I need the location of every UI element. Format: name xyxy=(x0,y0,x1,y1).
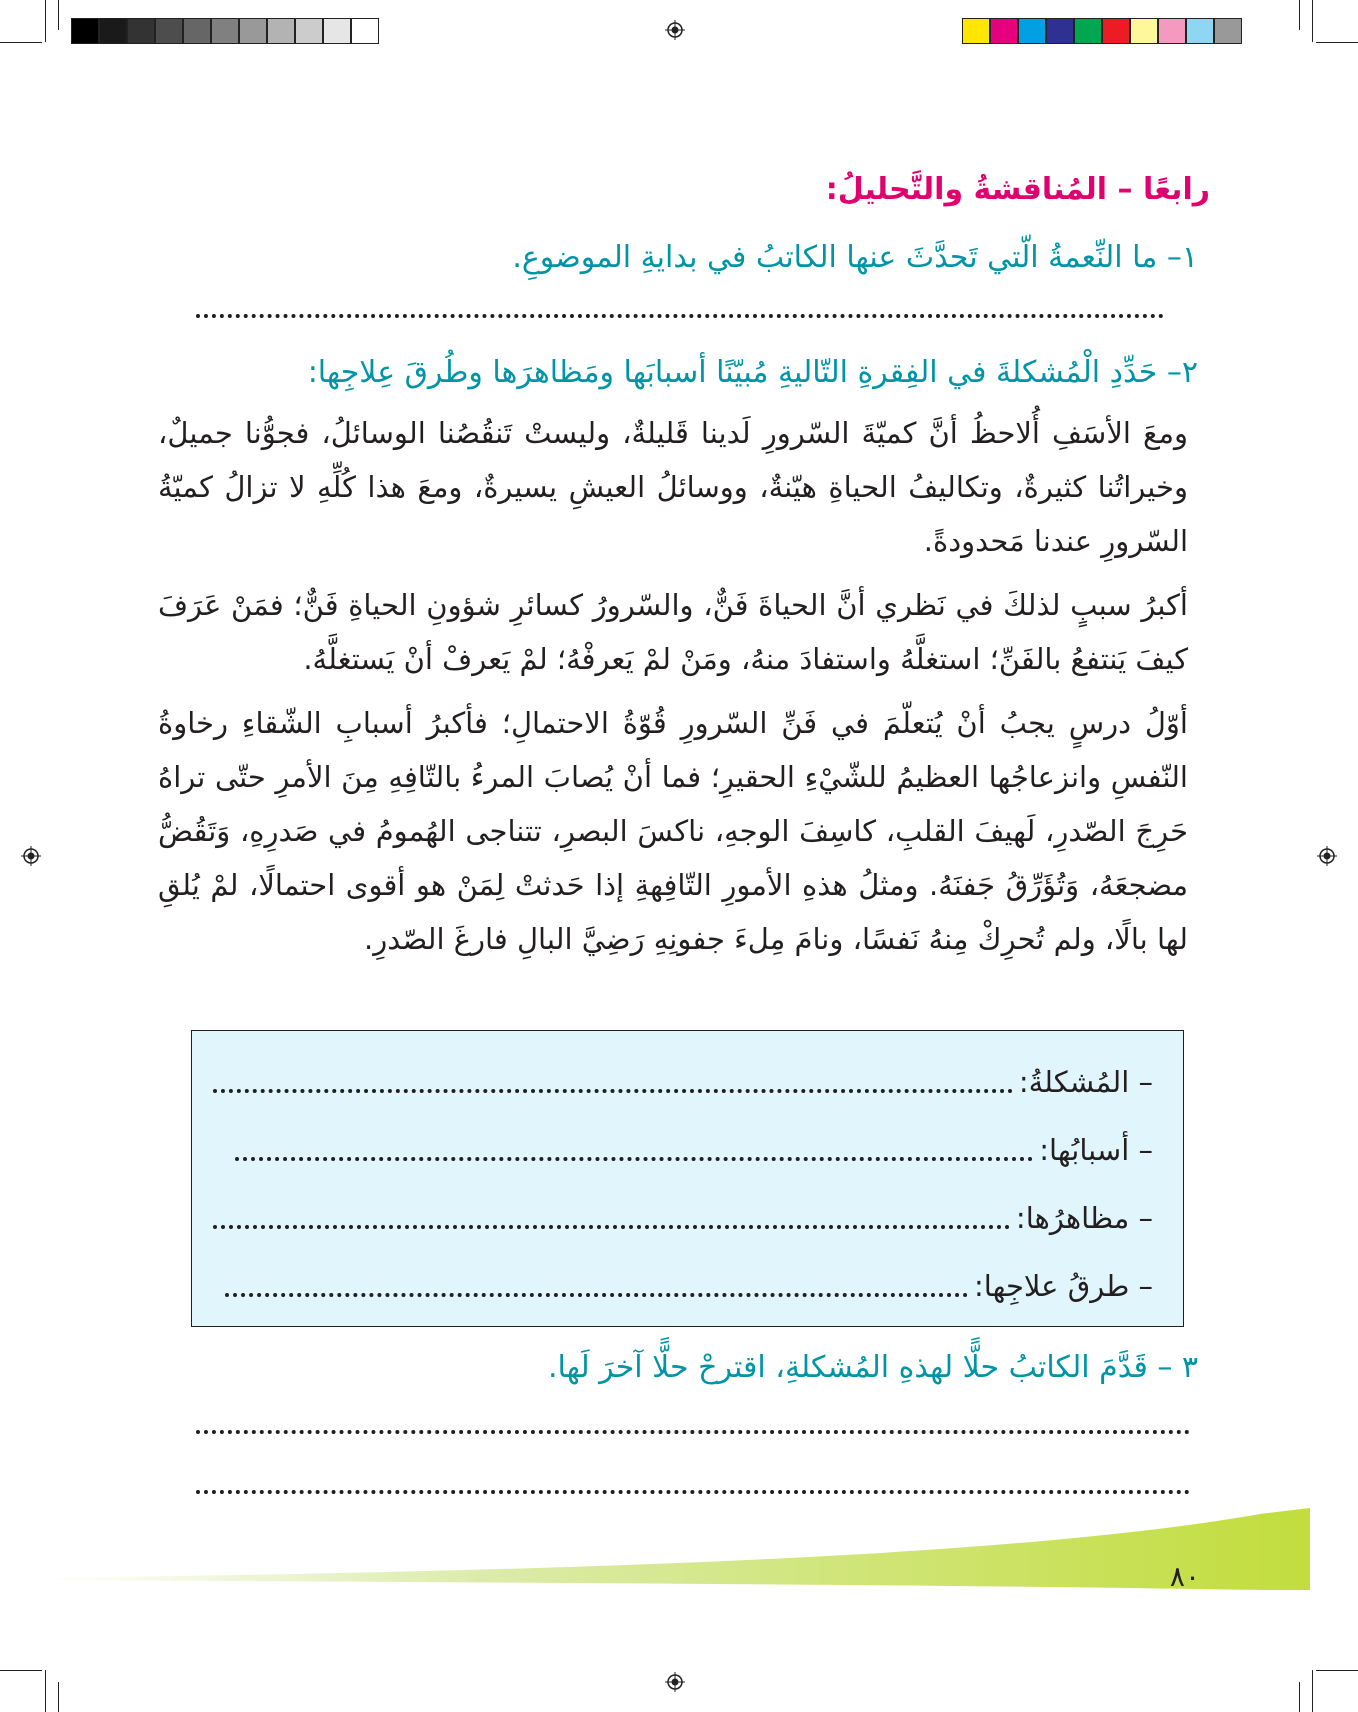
gray-swatch xyxy=(239,18,267,44)
gray-swatch xyxy=(351,18,379,44)
color-swatch xyxy=(1102,18,1130,44)
question-1: ١– ما النِّعمةُ الّتي تَحدَّثَ عنها الكاتبُ في بدايةِ الموضوعِ. xyxy=(512,240,1198,275)
registration-mark-icon xyxy=(21,846,41,866)
causes-row xyxy=(213,1127,1153,1167)
color-swatch xyxy=(1046,18,1074,44)
crop-mark xyxy=(58,0,59,30)
answer-line[interactable] xyxy=(235,1157,1033,1161)
gray-swatch xyxy=(295,18,323,44)
answer-line xyxy=(196,314,1164,318)
page-number: ٨٠ xyxy=(1169,1560,1200,1593)
answer-line[interactable] xyxy=(213,1225,1010,1229)
registration-mark-icon xyxy=(1317,846,1337,866)
color-swatch xyxy=(962,18,990,44)
gray-swatch xyxy=(323,18,351,44)
color-swatch xyxy=(1130,18,1158,44)
crop-mark xyxy=(1299,1682,1300,1712)
question-2: ٢– حَدِّدِ الْمُشكلةَ في الفِقرةِ التّاليةِ مُبيّنًا أسبابَها ومَظاهرَها وطُرقَ عِلاجِها: xyxy=(307,355,1198,390)
question-3: ٣ – قَدَّمَ الكاتبُ حلًّا لهذهِ المُشكلةِ، اقترحْ حلًّا آخرَ لَها. xyxy=(547,1350,1198,1385)
manifestations-label: – مظاهرُها: xyxy=(1015,1201,1153,1235)
answer-line[interactable] xyxy=(225,1293,968,1297)
section-heading: رابعًا – المُناقشةُ والتَّحليلُ: xyxy=(825,172,1210,207)
color-swatch xyxy=(1074,18,1102,44)
answer-line[interactable] xyxy=(196,1430,1190,1434)
color-swatch xyxy=(1158,18,1186,44)
answer-line[interactable] xyxy=(196,1490,1190,1494)
registration-mark-icon xyxy=(665,1672,685,1692)
answer-box xyxy=(191,1030,1184,1327)
crop-mark xyxy=(0,42,42,43)
answer-line[interactable] xyxy=(213,1089,1013,1093)
gray-swatch xyxy=(267,18,295,44)
problem-row xyxy=(213,1059,1153,1099)
gray-swatch xyxy=(127,18,155,44)
crop-mark xyxy=(1316,42,1358,43)
treatment-label: – طرقُ علاجِها: xyxy=(973,1269,1153,1303)
paragraph-1: ومعَ الأسَفِ أُلاحظُ أنَّ كميّةَ السّرورِ لَدينا قَليلةٌ، وليستْ تَنقُصُنا الوسائلُ، فجوُّنا جميلٌ، وخيراتُنا كثيرةٌ، وتكاليفُ الحياةِ هيّنةٌ، ووسائلُ العيشِ يسيرةٌ، ومعَ هذا كُلِّهِ لا تزالُ كميّةُ السّرورِ عندنا مَحدودةً. xyxy=(158,416,1188,558)
crop-mark xyxy=(1299,0,1300,30)
registration-mark-icon xyxy=(665,20,685,40)
gray-swatch xyxy=(155,18,183,44)
color-swatch xyxy=(1186,18,1214,44)
crop-mark xyxy=(58,1682,59,1712)
color-swatch xyxy=(1018,18,1046,44)
crop-mark xyxy=(1312,1670,1313,1712)
crop-mark xyxy=(45,1670,46,1712)
gray-swatch xyxy=(211,18,239,44)
gray-swatch xyxy=(183,18,211,44)
crop-mark xyxy=(1312,0,1313,42)
footer-band xyxy=(0,1500,1358,1610)
gray-swatch xyxy=(99,18,127,44)
manifestations-row xyxy=(213,1195,1153,1235)
paragraph-3: أوّلُ درسٍ يجبُ أنْ يُتعلّمَ في فَنِّ السّرورِ قُوّةُ الاحتمالِ؛ فأكبرُ أسبابِ الشّقاءِ رخاوةُ النّفسِ وانزعاجُها العظيمُ للشّيْءِ الحقيرِ؛ فما أنْ يُصابَ المرءُ بالتّافِهِ مِنَ الأمرِ حتّى تراهُ حَرِجَ الصّدرِ، لَهيفَ القلبِ، كاسِفَ الوجهِ، ناكسَ البصرِ، تتناجى الهُمومُ في صَدرِهِ، وَتَقُضُّ مضجعَهُ، وَتُؤَرِّقُ جَفنَهُ. ومثلُ هذهِ الأمورِ التّافِهةِ إذا حَدثتْ لِمَنْ هو أقوى احتمالًا، لمْ يُلقِ لها بالًا، ولم تُحرِكْ مِنهُ نَفسًا، ونامَ مِلءَ جفونِهِ رَضِيَّ البالِ فارغَ الصّدرِ. xyxy=(158,706,1188,956)
color-swatch xyxy=(1214,18,1242,44)
crop-mark xyxy=(1316,1670,1358,1671)
paragraph-2: أكبرُ سببٍ لذلكَ في نَظري أنَّ الحياةَ فَنٌّ، والسّرورُ كسائرِ شؤونِ الحياةِ فَنٌّ؛ فمَنْ عَرَفَ كيفَ يَنتفعُ بالفَنِّ؛ استغلَّهُ واستفادَ منهُ، ومَنْ لمْ يَعرفْهُ؛ لمْ يَعرفْ أنْ يَستغلَّهُ. xyxy=(158,588,1188,676)
problem-label: – المُشكلةُ: xyxy=(1018,1065,1153,1099)
treatment-row xyxy=(213,1263,1153,1303)
causes-label: – أسبابُها: xyxy=(1039,1133,1153,1167)
gray-swatch xyxy=(71,18,99,44)
crop-mark xyxy=(45,0,46,42)
color-swatch xyxy=(990,18,1018,44)
crop-mark xyxy=(0,1670,42,1671)
